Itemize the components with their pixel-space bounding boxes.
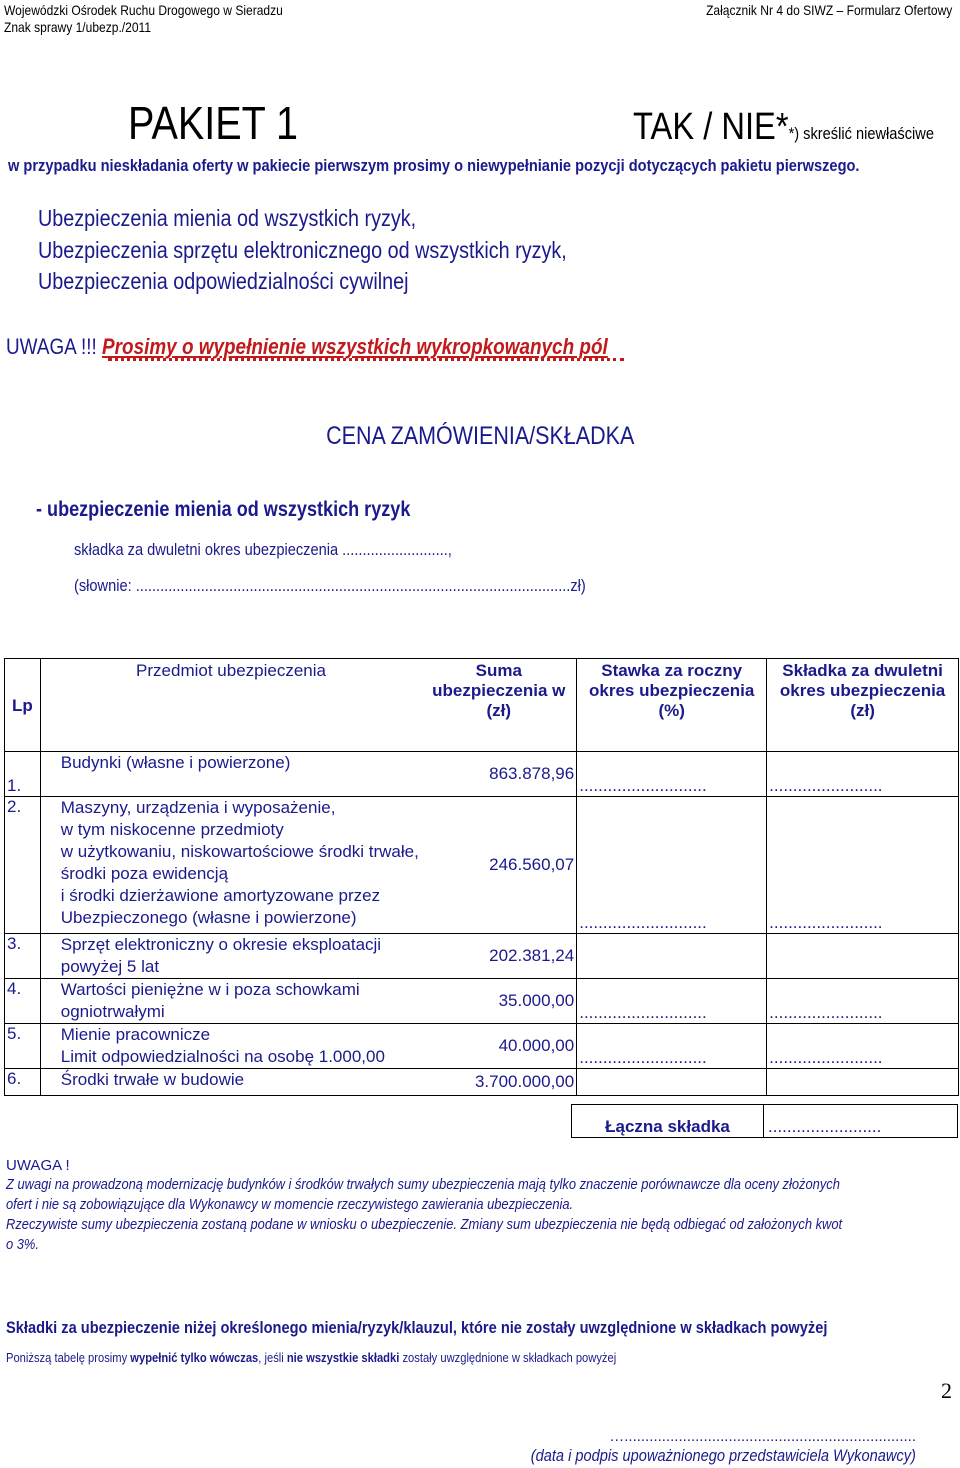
row-premium-field[interactable]: ........................ bbox=[767, 752, 959, 797]
row-premium-field[interactable]: ........................ bbox=[767, 1024, 959, 1069]
row-lp: 3. bbox=[5, 934, 41, 979]
row-rate-field[interactable]: ........................... bbox=[577, 752, 767, 797]
row-rate-field[interactable] bbox=[577, 1069, 767, 1096]
row-lp: 5. bbox=[5, 1024, 41, 1069]
premium-field[interactable]: składka za dwuletni okres ubezpieczenia .........................., bbox=[74, 540, 452, 559]
header-case-number: Znak sprawy 1/ubezp./2011 bbox=[4, 19, 152, 35]
row-rate-field[interactable] bbox=[577, 934, 767, 979]
header-lp: Lp bbox=[5, 659, 41, 752]
notes-line-2: ofert i nie są zobowiązujące dla Wykonawcy w momencie rzeczywistego zawierania ubezpieczenia. bbox=[6, 1196, 574, 1213]
price-heading: CENA ZAMÓWIENIA/SKŁADKA bbox=[325, 422, 635, 450]
additional-premiums-heading: Składki za ubezpieczenie niżej określonego mienia/ryzyk/klauzul, które nie zostały uwzględnione w składkach powyżej bbox=[6, 1318, 828, 1337]
signature-field[interactable]: …...................................................................... bbox=[609, 1428, 916, 1445]
notes-line-3: Rzeczywiste sumy ubezpieczenia zostaną podane w wniosku o ubezpieczenie. Zmiany sum ubezpieczenia nie będą odbiegać od założonych kwot bbox=[6, 1216, 843, 1233]
row-lp: 4. bbox=[5, 979, 41, 1024]
row-rate-field[interactable]: ........................... bbox=[577, 1024, 767, 1069]
total-premium-row bbox=[571, 1104, 958, 1138]
tak-nie-choice[interactable]: TAK / NIE**) skreślić niewłaściwe bbox=[633, 106, 934, 148]
uwaga-fill-instruction: UWAGA !!! Prosimy o wypełnienie wszystkich wykropkowanych pól bbox=[6, 334, 608, 359]
premium-in-words-field[interactable]: (słownie: ...........................................................................................................zł) bbox=[74, 576, 586, 595]
table-row bbox=[5, 797, 959, 934]
row-subject: Środki trwałe w budowie bbox=[40, 1069, 421, 1096]
total-label: Łączna składka bbox=[572, 1105, 764, 1138]
dotted-underline bbox=[108, 358, 624, 361]
table-row bbox=[5, 1069, 959, 1096]
row-subject: Sprzęt elektroniczny o okresie eksploatacji powyżej 5 lat bbox=[40, 934, 421, 979]
item-heading: - ubezpieczenie mienia od wszystkich ryzyk bbox=[36, 498, 411, 521]
row-subject: Budynki (własne i powierzone) bbox=[40, 752, 421, 797]
row-sum-insured: 863.878,96 bbox=[421, 752, 576, 797]
row-subject: Wartości pieniężne w i poza schowkami ogniotrwałymi bbox=[40, 979, 421, 1024]
notes-line-1: Z uwagi na prowadzoną modernizację budynków i środków trwałych sumy ubezpieczenia mają tylko znaczenie porównawcze dla oceny złożonych bbox=[6, 1176, 840, 1193]
header-org: Wojewódzki Ośrodek Ruchu Drogowego w Sieradzu bbox=[4, 2, 283, 18]
header-attachment: Załącznik Nr 4 do SIWZ – Formularz Ofertowy bbox=[705, 2, 952, 18]
insurance-type-3: Ubezpieczenia odpowiedzialności cywilnej bbox=[38, 268, 409, 294]
table-row bbox=[5, 934, 959, 979]
row-premium-field[interactable] bbox=[767, 1069, 959, 1096]
row-rate-field[interactable]: ........................... bbox=[577, 797, 767, 934]
tak-nie-note: *) skreślić niewłaściwe bbox=[788, 124, 934, 143]
row-lp: 6. bbox=[5, 1069, 41, 1096]
row-sum-insured: 3.700.000,00 bbox=[421, 1069, 576, 1096]
notes-uwaga: UWAGA ! bbox=[6, 1157, 70, 1174]
row-lp: 1. bbox=[5, 752, 41, 797]
table-row bbox=[5, 752, 959, 797]
row-subject: Maszyny, urządzenia i wyposażenie, w tym niskocenne przedmioty w użytkowaniu, niskowartościowe środki trwałe, środki poza ewidencją i środki dzierżawione amortyzowane przez Ubezpieczonego (własne i powierzone) bbox=[40, 797, 421, 934]
insurance-type-1: Ubezpieczenia mienia od wszystkich ryzyk, bbox=[38, 205, 417, 231]
additional-instruction: Poniższą tabelę prosimy wypełnić tylko wówczas, jeśli nie wszystkie składki zostały uwzględnione w składkach powyżej bbox=[6, 1350, 617, 1365]
total-value-field[interactable]: ........................ bbox=[764, 1105, 958, 1138]
header-sum: Suma ubezpieczenia w (zł) bbox=[421, 659, 576, 752]
package-title: PAKIET 1 bbox=[128, 97, 299, 149]
row-sum-insured: 40.000,00 bbox=[421, 1024, 576, 1069]
row-rate-field[interactable]: ........................... bbox=[577, 979, 767, 1024]
table-row bbox=[5, 979, 959, 1024]
row-subject: Mienie pracownicze Limit odpowiedzialności na osobę 1.000,00 bbox=[40, 1024, 421, 1069]
page-number: 2 bbox=[941, 1378, 952, 1403]
insurance-type-2: Ubezpieczenia sprzętu elektronicznego od wszystkich ryzyk, bbox=[38, 237, 567, 263]
header-subject: Przedmiot ubezpieczenia bbox=[40, 659, 421, 752]
header-premium: Składka za dwuletni okres ubezpieczenia (zł) bbox=[767, 659, 959, 752]
table-row bbox=[5, 1024, 959, 1069]
insurance-table bbox=[4, 658, 959, 1096]
notes-line-4: o 3%. bbox=[6, 1236, 39, 1253]
row-lp: 2. bbox=[5, 797, 41, 934]
row-sum-insured: 202.381,24 bbox=[421, 934, 576, 979]
package-warning: w przypadku nieskładania oferty w pakiecie pierwszym prosimy o niewypełnianie pozycji dotyczących pakietu pierwszego. bbox=[8, 156, 860, 175]
table-header-row bbox=[5, 659, 959, 752]
header-rate: Stawka za roczny okres ubezpieczenia (%) bbox=[577, 659, 767, 752]
row-premium-field[interactable] bbox=[767, 934, 959, 979]
row-premium-field[interactable]: ........................ bbox=[767, 979, 959, 1024]
row-sum-insured: 35.000,00 bbox=[421, 979, 576, 1024]
row-sum-insured: 246.560,07 bbox=[421, 797, 576, 934]
signature-label: (data i podpis upoważnionego przedstawiciela Wykonawcy) bbox=[530, 1446, 916, 1465]
row-premium-field[interactable]: ........................ bbox=[767, 797, 959, 934]
